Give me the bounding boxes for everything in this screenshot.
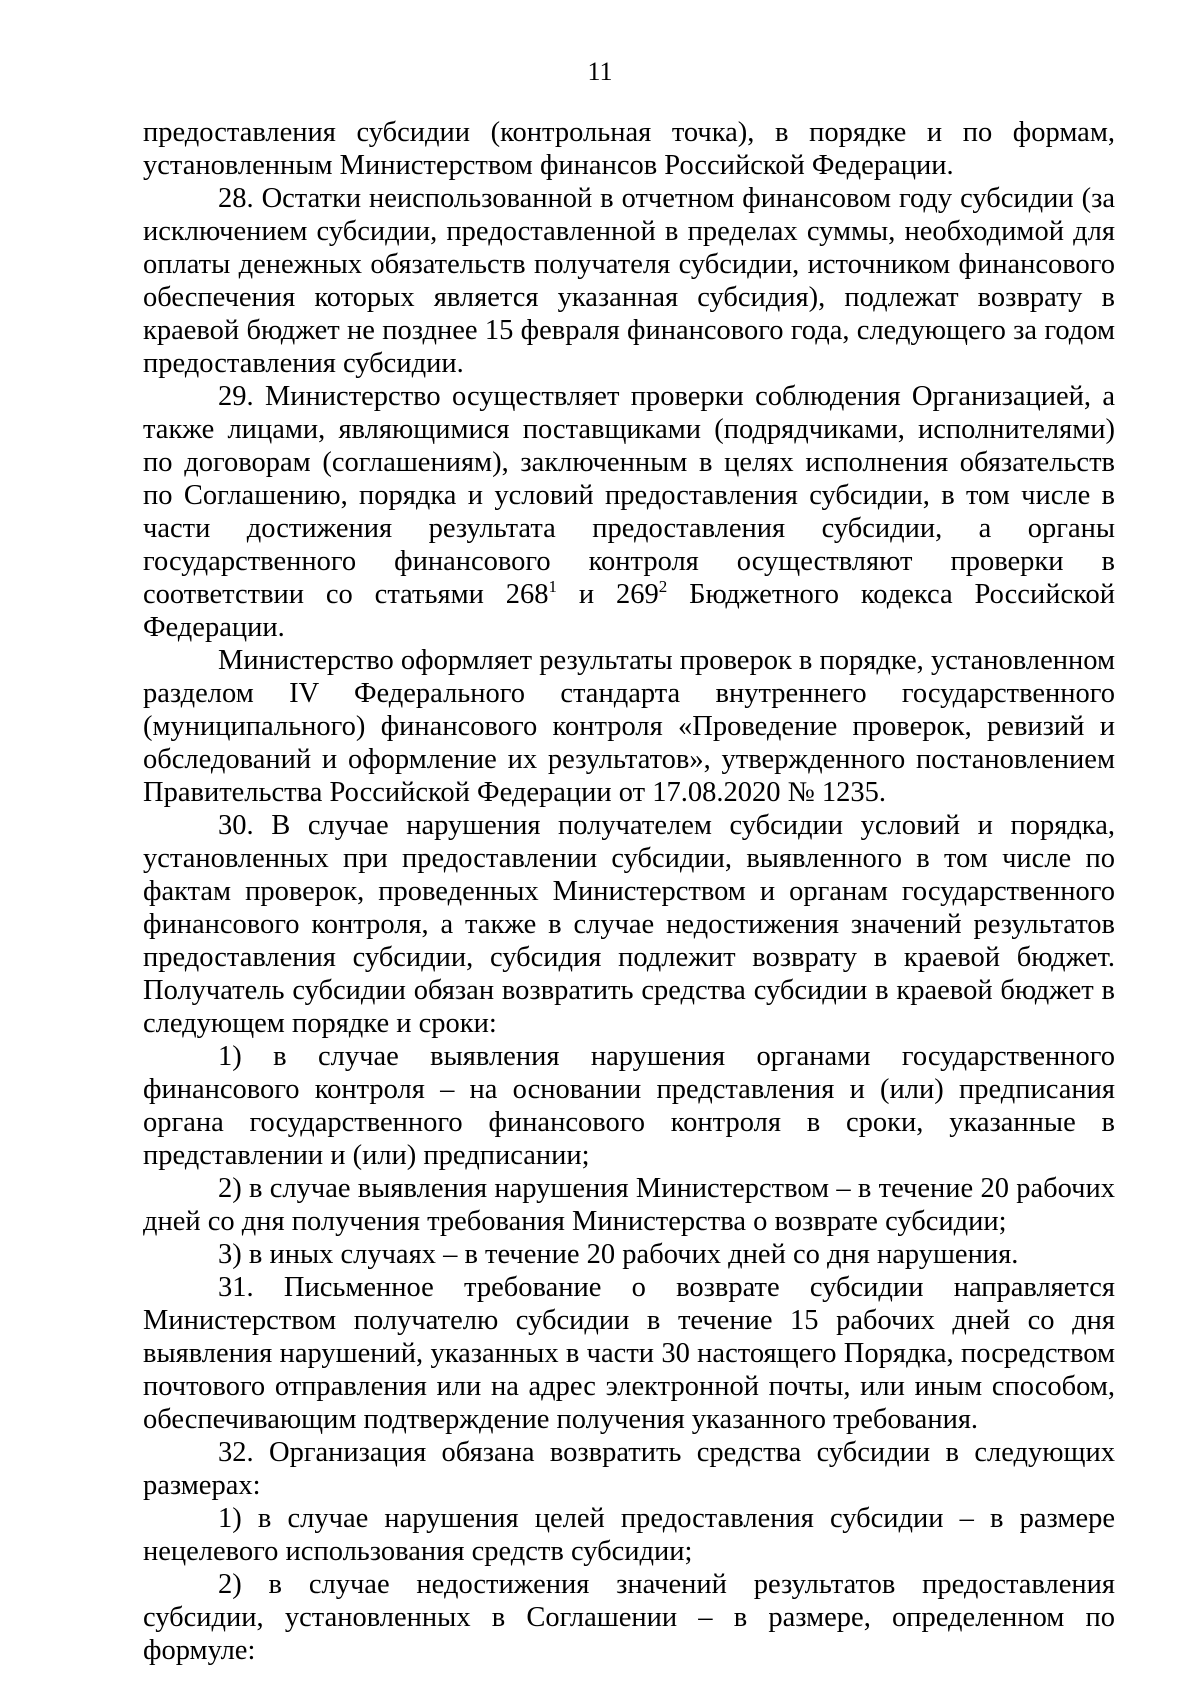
superscript-1: 1 [548,577,558,596]
paragraph-29 [143,380,1115,644]
paragraph-32: 32. Организация обязана возвратить средства субсидии в следующих размерах: [143,1437,1115,1501]
paragraph-29-text-end: Бюджетного кодекса Российской Федерации. [143,579,1115,643]
paragraph-30-item-1: 1) в случае выявления нарушения органами государственного финансового контроля – на основании представления и (или) предписания органа государственного финансового контроля в сроки, указанные в представлении и (или) предписании; [143,1041,1115,1171]
document-body [143,116,1115,1667]
paragraph-30-item-3: 3) в иных случаях – в течение 20 рабочих дней со дня нарушения. [218,1239,1019,1270]
page-number: 11 [587,57,613,86]
paragraph-30-item-2: 2) в случае выявления нарушения Министерством – в течение 20 рабочих дней со дня получения требования Министерства о возврате субсидии; [143,1173,1115,1237]
paragraph-31: 31. Письменное требование о возврате субсидии направляется Министерством получателю субсидии в течение 15 рабочих дней со дня выявления нарушений, указанных в части 30 настоящего Порядка, посредством почтового отправления или на адрес электронной почты, или иным способом, обеспечивающим подтверждение получения указанного требования. [143,1272,1115,1435]
paragraph-29-inspection-results: Министерство оформляет результаты проверок в порядке, установленном разделом IV Федерального стандарта внутреннего государственного (муниципального) финансового контроля «Проведение проверок, ревизий и обследований и оформление их результатов», утвержденного постановлением Правительства Российской Федерации от 17.08.2020 № 1235. [143,645,1115,808]
paragraph-29-text: 29. Министерство осуществляет проверки соблюдения Организацией, а также лицами, являющимися поставщиками (подрядчиками, исполнителями) по договорам (соглашениям), заключенным в целях исполнения обязательств по Соглашению, порядка и условий предоставления субсидии, в том числе в части достижения результата предоставления субсидии, а органы государственного финансового контроля осуществляют проверки в соответствии со статьями 268 [143,381,1115,610]
paragraph-28: 28. Остатки неиспользованной в отчетном финансовом году субсидии (за исключением субсидии, предоставленной в пределах суммы, необходимой для оплаты денежных обязательств получателя субсидии, источником финансового обеспечения которых является указанная субсидия), подлежат возврату в краевой бюджет не позднее 15 февраля финансового года, следующего за годом предоставления субсидии. [143,183,1115,379]
paragraph-30: 30. В случае нарушения получателем субсидии условий и порядка, установленных при предоставлении субсидии, выявленного в том числе по фактам проверок, проведенных Министерством и органам государственного финансового контроля, а также в случае недостижения значений результатов предоставления субсидии, субсидия подлежит возврату в краевой бюджет. Получатель субсидии обязан возвратить средства субсидии в краевой бюджет в следующем порядке и сроки: [143,810,1115,1039]
superscript-2: 2 [658,577,668,596]
paragraph-continuation: предоставления субсидии (контрольная точка), в порядке и по формам, установленным Министерством финансов Российской Федерации. [143,117,1115,181]
paragraph-32-item-2: 2) в случае недостижения значений результатов предоставления субсидии, установленных в Соглашении – в размере, определенном по формуле: [143,1569,1115,1666]
paragraph-32-item-1: 1) в случае нарушения целей предоставления субсидии – в размере нецелевого использования средств субсидии; [143,1503,1115,1567]
paragraph-29-text-middle: и 269 [557,579,659,610]
